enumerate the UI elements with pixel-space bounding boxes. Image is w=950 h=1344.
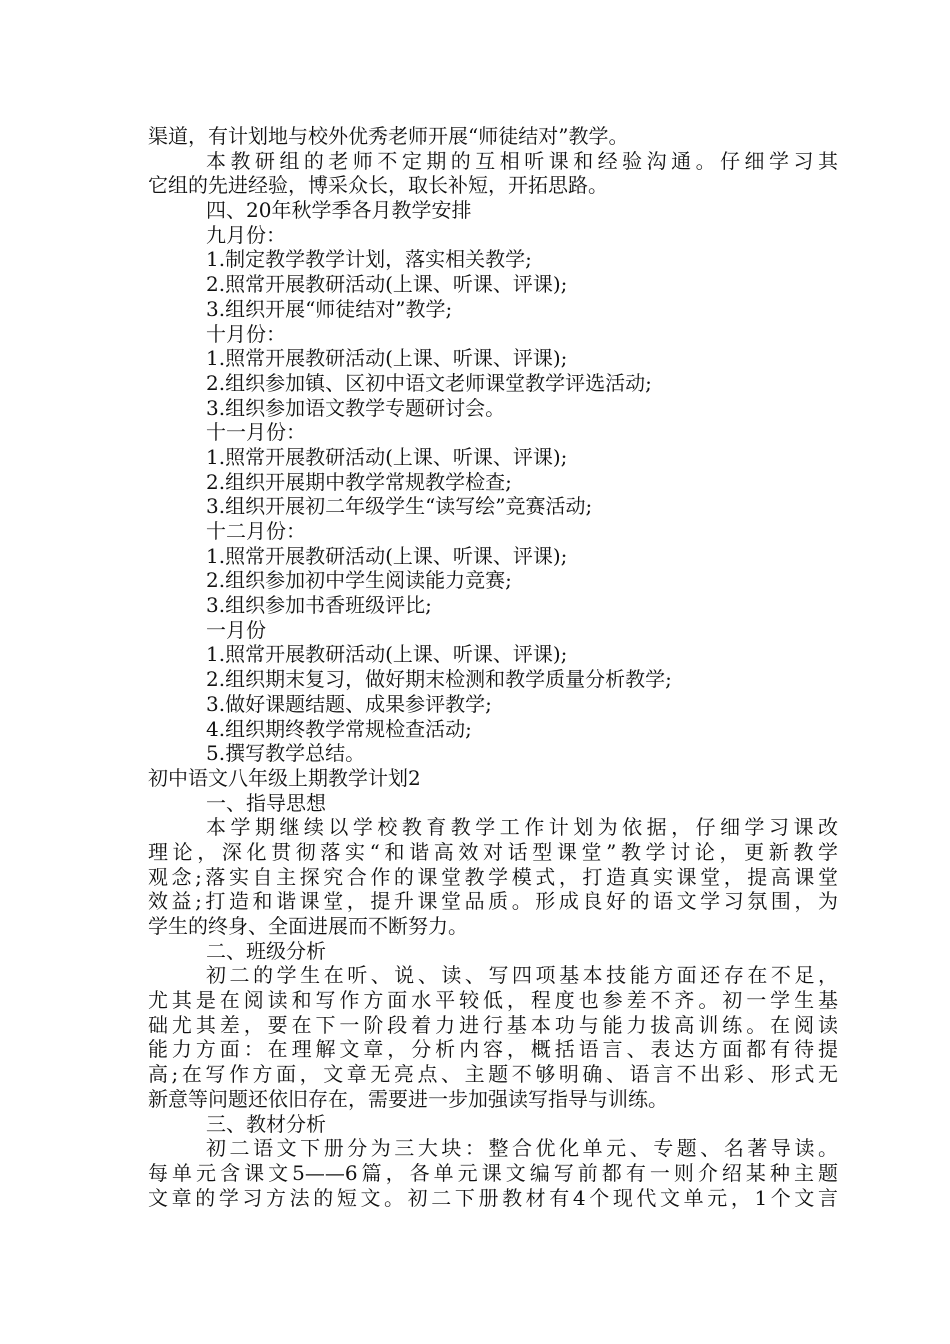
text-line: 初二语文下册分为三大块：整合优化单元、专题、名著导读。 — [206, 1136, 838, 1161]
text-line: 理论，深化贯彻落实“和谐高效对话型课堂”教学讨论，更新教学 — [148, 839, 838, 864]
month-heading: 十一月份： — [206, 420, 306, 445]
list-item: 1.制定教学教学计划，落实相关教学; — [206, 247, 532, 272]
section-heading: 一、指导思想 — [206, 790, 326, 815]
text-line: 学生的终身、全面进展而不断努力。 — [148, 914, 468, 938]
list-item: 3.做好课题结题、成果参评教学; — [206, 691, 492, 716]
list-item: 4.组织期终教学常规检查活动; — [206, 716, 472, 741]
text-line: 础尤其差，要在下一阶段着力进行基本功与能力拔高训练。在阅读 — [148, 1012, 838, 1037]
document-body — [148, 124, 838, 1210]
list-item: 1.照常开展教研活动(上课、听课、评课); — [206, 346, 568, 371]
month-heading: 九月份： — [206, 222, 286, 247]
list-item: 1.照常开展教研活动(上课、听课、评课); — [206, 444, 568, 469]
section-heading: 四、20年秋学季各月教学安排 — [206, 198, 472, 223]
month-heading: 一月份 — [206, 617, 266, 642]
section-heading: 二、班级分析 — [206, 938, 326, 963]
list-item: 5.撰写教学总结。 — [206, 741, 366, 766]
text-line: 每单元含课文5——6篇，各单元课文编写前都有一则介绍某种主题 — [148, 1160, 838, 1185]
list-item: 2.组织期末复习，做好期末检测和教学质量分析教学; — [206, 667, 672, 692]
text-line: 渠道，有计划地与校外优秀老师开展“师徒结对”教学。 — [148, 124, 629, 148]
text-line: 新意等问题还依旧存在，需要进一步加强读写指导与训练。 — [148, 1086, 668, 1111]
list-item: 3.组织参加书香班级评比; — [206, 593, 432, 618]
list-item: 3.组织参加语文教学专题研讨会。 — [206, 395, 506, 420]
text-line: 初二的学生在听、说、读、写四项基本技能方面还存在不足， — [206, 963, 838, 988]
text-line: 能力方面：在理解文章，分析内容，概括语言、表达方面都有待提 — [148, 1037, 838, 1062]
list-item: 3.组织开展初二年级学生“读写绘”竞赛活动; — [206, 494, 593, 519]
list-item: 2.照常开展教研活动(上课、听课、评课); — [206, 272, 568, 297]
text-line: 本学期继续以学校教育教学工作计划为依据，仔细学习课改 — [206, 815, 838, 840]
text-line: 文章的学习方法的短文。初二下册教材有4个现代文单元，1个文言 — [148, 1185, 838, 1210]
text-line: 高;在写作方面，文章无亮点、主题不够明确、语言不出彩、形式无 — [148, 1062, 838, 1087]
text-line: 观念;落实自主探究合作的课堂教学模式，打造真实课堂，提高课堂 — [148, 864, 838, 889]
text-line: 它组的先进经验，博采众长，取长补短，开拓思路。 — [148, 173, 608, 198]
list-item: 2.组织开展期中教学常规教学检查; — [206, 469, 512, 494]
list-item: 3.组织开展“师徒结对”教学; — [206, 296, 453, 321]
list-item: 1.照常开展教研活动(上课、听课、评课); — [206, 642, 568, 667]
list-item: 2.组织参加镇、区初中语文老师课堂教学评选活动; — [206, 370, 652, 395]
text-line: 本教研组的老师不定期的互相听课和经验沟通。仔细学习其 — [206, 148, 838, 173]
list-item: 2.组织参加初中学生阅读能力竞赛; — [206, 568, 512, 593]
month-heading: 十二月份： — [206, 519, 306, 543]
text-line: 尤其是在阅读和写作方面水平较低，程度也参差不齐。初一学生基 — [148, 988, 838, 1013]
text-line: 效益;打造和谐课堂，提升课堂品质。形成良好的语文学习氛围，为 — [148, 889, 838, 914]
month-heading: 十月份： — [206, 321, 286, 346]
section-heading: 三、教材分析 — [206, 1111, 326, 1136]
list-item: 1.照常开展教研活动(上课、听课、评课); — [206, 543, 568, 568]
document-title: 初中语文八年级上期教学计划2 — [148, 765, 421, 790]
